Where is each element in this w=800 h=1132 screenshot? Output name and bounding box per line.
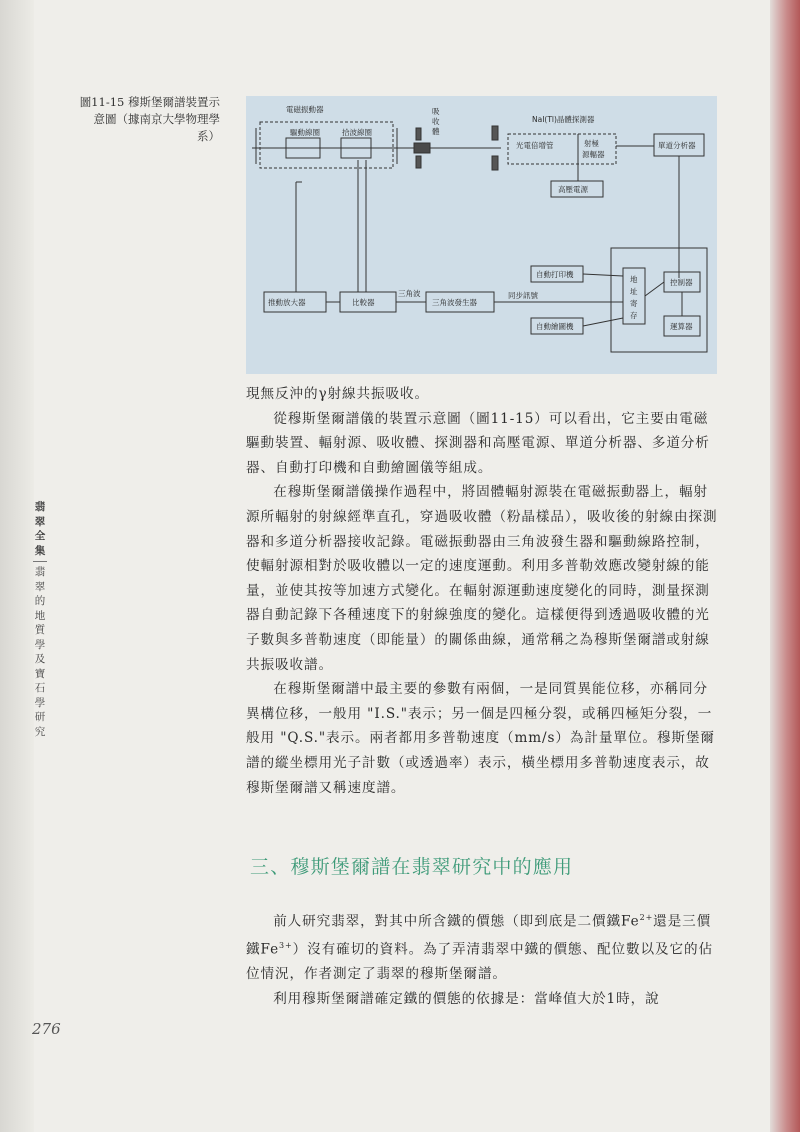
label-triangle-wave: 三角波 [398, 289, 421, 298]
label-absorber: 收 [432, 117, 440, 126]
label-calculator: 運算器 [670, 322, 693, 331]
label-address: 寄 [630, 299, 638, 308]
figure-caption [60, 94, 220, 145]
label-absorber: 吸 [432, 107, 440, 116]
paragraph: 在穆斯堡爾譜中最主要的參數有兩個，一是同質異能位移，亦稱同分異構位移，一般用 "I.S."表示；另一個是四極分裂，或稱四極矩分裂，一般用 "Q.S."表示。兩者都用多普勒速度（mm/s）為計量單位。穆斯堡爾譜的縱坐標用光子計數（或透過率）表示，橫坐標用多普勒速度表示，故穆斯堡爾譜又稱速度譜。 [246, 681, 715, 796]
body-text-upper [246, 382, 720, 800]
label-drive-coil: 驅動線圈 [290, 128, 320, 137]
label-absorber: 體 [432, 127, 440, 136]
label-address: 地 [630, 275, 638, 284]
label-controller: 控制器 [670, 278, 693, 287]
label-vibrator: 電磁振動器 [286, 105, 324, 114]
label-sync-signal: 同步訊號 [508, 291, 538, 300]
book-spine-label: 翡 翠 全 集 翡 翠 的 地 質 學 及 寶 石 學 研 究 [34, 501, 46, 738]
paragraph: 前人研究翡翠，對其中所含鐵的價態（即到底是二價鐵$Fe^{2+}$還是三價鐵$Fe^{3+}$）沒有確切的資料。為了弄清翡翠中鐵的價態、配位數以及它的佔位情況，作者測定了翡翠的穆斯堡爾譜。 [246, 913, 713, 983]
label-photomultiplier: 光電倍增管 [516, 141, 554, 150]
label-address: 存 [630, 311, 638, 320]
label-radiation-source: 射極 [584, 139, 599, 148]
label-radiation-source: 源輻器 [582, 150, 605, 159]
label-pickup-coil: 拾波線圈 [342, 128, 372, 137]
label-triangle-generator: 三角波發生器 [432, 298, 477, 307]
page-edge [770, 0, 800, 1132]
label-comparator: 比較器 [352, 298, 375, 307]
mossbauer-apparatus-diagram [246, 96, 717, 374]
paragraph: 從穆斯堡爾譜儀的裝置示意圖（圖11-15）可以看出，它主要由電磁驅動裝置、輻射源、吸收體、探測器和高壓電源、單道分析器、多道分析器、自動打印機和自動繪圖儀等組成。 [246, 410, 710, 476]
label-auto-printer: 自動打印機 [536, 270, 574, 279]
label-detector: NaI(Tl)晶體探測器 [532, 115, 595, 124]
caption-line: 系） [197, 129, 220, 143]
body-text-lower [246, 906, 720, 1011]
label-address: 址 [630, 287, 638, 296]
paragraph: 利用穆斯堡爾譜確定鐵的價態的依據是：當峰值大於1時，說 [273, 990, 660, 1007]
label-single-channel: 單道分析器 [658, 141, 696, 150]
label-drive-amplifier: 推動放大器 [268, 298, 306, 307]
section-title: 三、穆斯堡爾譜在翡翠研究中的應用 [250, 856, 574, 878]
label-auto-plotter: 自動繪圖機 [536, 322, 574, 331]
diagram-svg [246, 96, 717, 374]
paragraph: 在穆斯堡爾譜儀操作過程中，將固體輻射源裝在電磁振動器上，輻射源所輻射的射線經準直孔，穿過吸收體（粉晶樣品），吸收後的射線由探測器和多道分析器接收記錄。電磁振動器由三角波發生器和驅動線路控制，使輻射源相對於吸收體以一定的速度運動。利用多普勒效應改變射線的能量，並使其按等加速方式變化。在輻射源運動速度變化的同時，測量探測器自動記錄下各種速度下的射線強度的變化。這樣便得到透過吸收體的光子數與多普勒速度（即能量）的關係曲線，通常稱之為穆斯堡爾譜或射線共振吸收譜。 [246, 484, 718, 673]
label-high-voltage: 高壓電源 [558, 185, 588, 194]
page-gutter [0, 0, 34, 1132]
paragraph: 現無反沖的γ射線共振吸收。 [246, 386, 429, 402]
caption-line: 意圖（據南京大學物理學 [93, 112, 220, 126]
caption-line: 圖11-15 穆斯堡爾譜裝置示 [79, 95, 220, 109]
page-number: 276 [32, 1020, 61, 1038]
